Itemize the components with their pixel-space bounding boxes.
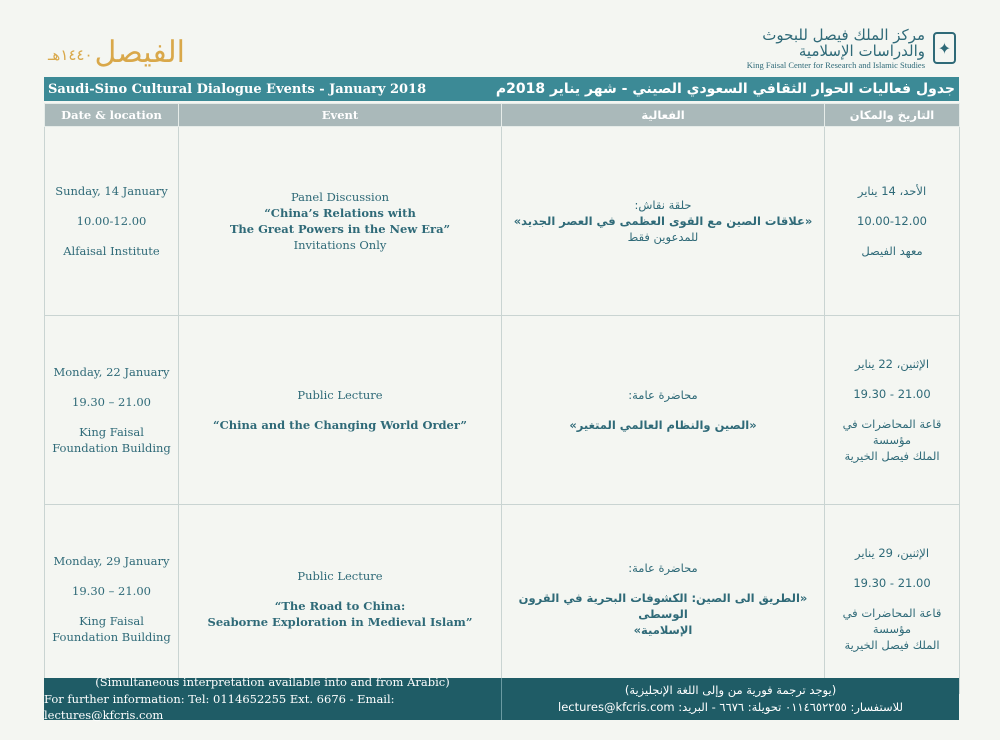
date-location-ar — [825, 316, 960, 505]
kfcris-logo — [726, 25, 956, 70]
event-location: King Faisal Foundation Building — [52, 614, 171, 645]
event-ar — [502, 127, 825, 316]
event-location: King Faisal Foundation Building — [52, 425, 171, 456]
event-type-ar: حلقة نقاش: — [634, 197, 692, 212]
event-date: Sunday, 14 January — [55, 183, 168, 198]
event-location-ar: معهد الفيصل — [861, 244, 923, 259]
event-title-ar-line2: الإسلامية» — [633, 623, 693, 638]
event-date-ar: الأحد، 14 يناير — [857, 183, 927, 198]
footer-interpretation-note-ar: (يوجد ترجمة فورية من وإلى اللغة الإنجليزية) — [624, 683, 837, 698]
date-location-ar — [825, 127, 960, 316]
event-note: Invitations Only — [293, 238, 387, 253]
kfcris-logo-arabic: مركز الملك فيصل للبحوث والدراسات الإسلامية — [762, 25, 926, 60]
event-location-ar-line1: قاعة المحاضرات في مؤسسة — [842, 416, 942, 448]
event-title-line2: The Great Powers in the New Era” — [229, 222, 451, 236]
logo-year: ١٤٤٠هـ — [48, 46, 93, 64]
footer-interpretation-note: (Simultaneous interpretation available into and from Arabic) — [95, 675, 450, 689]
event-time: 10.00-12.00 — [76, 213, 147, 228]
event-en — [179, 127, 502, 316]
table-row — [45, 316, 960, 505]
event-type: Public Lecture — [297, 387, 383, 402]
event-title-line2: Seaborne Exploration in Medieval Islam” — [207, 615, 473, 630]
date-location-en — [45, 316, 179, 505]
event-location-ar-line2: الملك فيصل الخيرية — [844, 449, 940, 464]
event-type: Public Lecture — [297, 568, 383, 583]
kfcris-logo-english: King Faisal Center for Research and Islamic Studies — [746, 59, 926, 70]
event-en — [179, 505, 502, 694]
event-ar — [502, 505, 825, 694]
footer-bar — [44, 675, 959, 723]
event-title-ar-line1: «علاقات الصين مع القوى العظمى في العصر الجديد» — [513, 213, 813, 228]
header-date-en: Date & location — [45, 104, 179, 127]
event-location: Alfaisal Institute — [63, 244, 160, 259]
event-title-line1: “China’s Relations with — [264, 205, 416, 220]
events-table — [44, 103, 960, 694]
event-type-ar: محاضرة عامة: — [628, 560, 698, 575]
date-location-en — [45, 505, 179, 694]
event-title-ar-line1: «الطريق الى الصين: الكشوفات البحرية في القرون الوسطى — [518, 590, 808, 621]
event-ar — [502, 316, 825, 505]
footer-arabic — [502, 678, 959, 720]
footer-english — [44, 675, 502, 723]
event-date: Monday, 22 January — [53, 364, 170, 379]
event-title-ar-line1: «الصين والنظام العالمي المتغير» — [569, 418, 757, 432]
event-date-ar: الإثنين، 22 يناير — [854, 356, 930, 371]
table-row — [45, 505, 960, 694]
title-english: Saudi-Sino Cultural Dialogue Events - January 2018 — [48, 81, 427, 97]
logo-wordmark: الفيصل — [94, 35, 185, 70]
event-date-ar: الإثنين، 29 يناير — [854, 545, 930, 560]
header-event-ar: الفعالية — [502, 104, 825, 127]
event-time-ar: 10.00-12.00 — [857, 213, 927, 228]
date-location-en — [45, 127, 179, 316]
footer-contact-info: For further information: Tel: 0114652255 Ext. 6676 - Email: lectures@kfcris.com — [44, 691, 395, 723]
table-header-row — [45, 104, 960, 127]
event-date: Monday, 29 January — [53, 553, 170, 568]
event-en — [179, 316, 502, 505]
event-note-ar: للمدعوين فقط — [627, 230, 699, 245]
footer-contact-info-ar: للاستفسار: ٠١١٤٦٥٢٢٥٥ تحويلة: ٦٦٧٦ - البريد: lectures@kfcris.com — [558, 700, 903, 714]
header-date-ar: التاريخ والمكان — [825, 104, 960, 127]
kfcris-emblem-icon: ✦ — [933, 32, 956, 64]
event-time: 19.30 – 21.00 — [72, 394, 151, 409]
title-bar — [44, 77, 959, 101]
event-type-ar: محاضرة عامة: — [628, 387, 698, 402]
event-type: Panel Discussion — [290, 189, 390, 204]
header-event-en: Event — [179, 104, 502, 127]
table-row — [45, 127, 960, 316]
date-location-ar — [825, 505, 960, 694]
event-time: 19.30 – 21.00 — [72, 583, 151, 598]
event-title-line1: “The Road to China: — [274, 598, 406, 613]
event-location-ar-line1: قاعة المحاضرات في مؤسسة — [842, 605, 942, 637]
event-location-ar-line2: الملك فيصل الخيرية — [844, 638, 940, 653]
title-arabic: جدول فعاليات الحوار الثقافي السعودي الصيني - شهر يناير 2018م — [495, 81, 955, 97]
event-time-ar: 21.00 - 19.30 — [853, 575, 931, 590]
event-time-ar: 21.00 - 19.30 — [853, 386, 931, 401]
event-title-line1: “China and the Changing World Order” — [213, 418, 467, 432]
alfaisal-logo — [48, 22, 185, 68]
